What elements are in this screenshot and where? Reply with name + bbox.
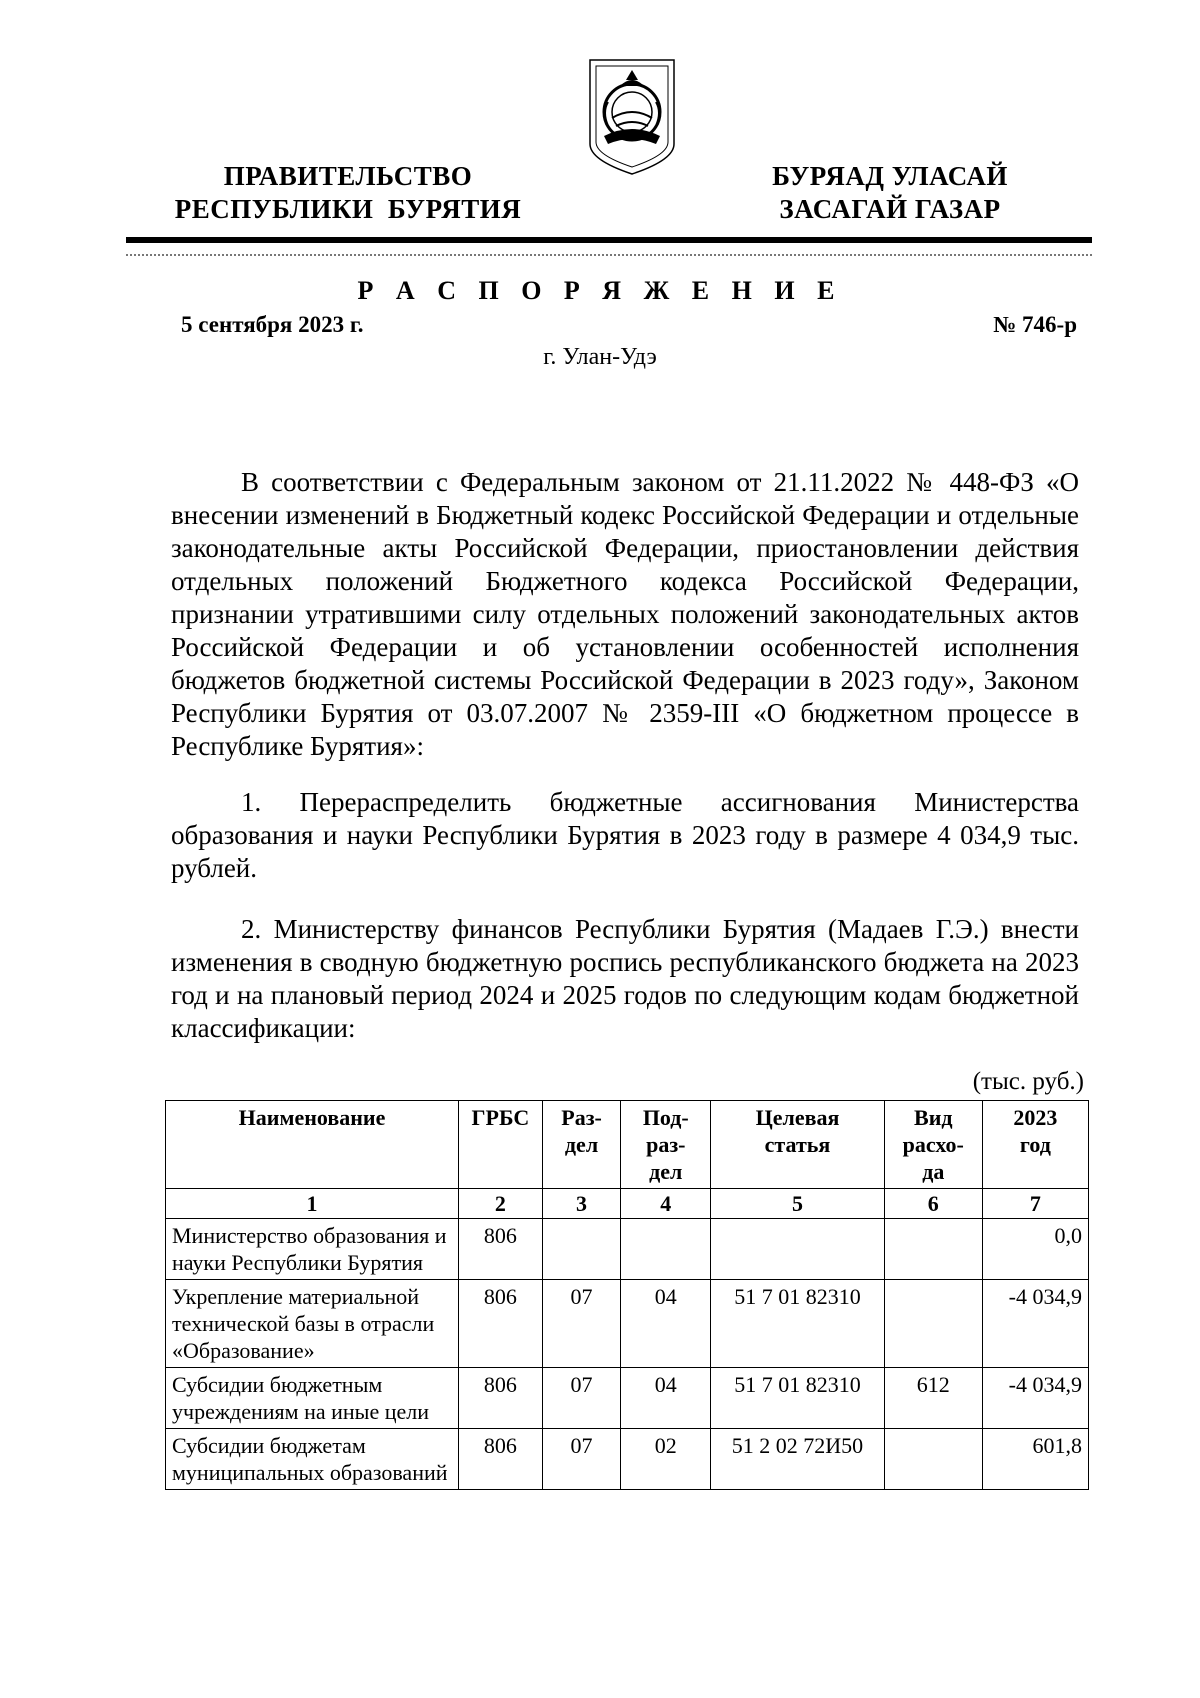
table-row [166, 1219, 1089, 1280]
header-left-line1: ПРАВИТЕЛЬСТВО [223, 161, 473, 191]
cell-razdel: 07 [542, 1368, 621, 1429]
paragraph-item-2-text: 2. Министерству финансов Республики Бурятия (Мадаев Г.Э.) внести изменения в сводную бюджетную роспись республиканского бюджета на 2023 год и на плановый период 2024 и 2025 годов по следующим кодам бюджетной классификации: [171, 914, 1079, 1043]
col-number: 6 [884, 1189, 982, 1219]
col-number: 7 [982, 1189, 1088, 1219]
col-number: 5 [711, 1189, 885, 1219]
paragraph-item-2 [171, 913, 1079, 1045]
col-number: 4 [621, 1189, 711, 1219]
coat-of-arms-icon [586, 56, 678, 178]
document-city: г. Улан-Удэ [543, 344, 657, 370]
cell-vid [884, 1280, 982, 1368]
col-header-year: 2023 год [982, 1101, 1088, 1189]
cell-vid [884, 1429, 982, 1490]
table-row [166, 1429, 1089, 1490]
cell-podrazdel: 04 [621, 1368, 711, 1429]
cell-podrazdel: 04 [621, 1280, 711, 1368]
cell-razdel [542, 1219, 621, 1280]
cell-grbs: 806 [459, 1429, 543, 1490]
paragraph-preamble [171, 466, 1079, 763]
header-divider-dotted [126, 254, 1092, 256]
document-date: 5 сентября 2023 г. [181, 312, 364, 337]
document-title: Р А С П О Р Я Ж Е Н И Е [357, 276, 843, 305]
cell-name: Субсидии бюджетам муниципальных образований [166, 1429, 459, 1490]
col-header-target: Целевая статья [711, 1101, 885, 1189]
cell-razdel: 07 [542, 1280, 621, 1368]
cell-amount: 601,8 [982, 1429, 1088, 1490]
header-left [168, 160, 528, 226]
table-row [166, 1368, 1089, 1429]
table-header-row [166, 1101, 1089, 1189]
table-row [166, 1280, 1089, 1368]
col-header-podrazdel: Под- раз- дел [621, 1101, 711, 1189]
cell-name: Укрепление материальной технической базы в отрасли «Образование» [166, 1280, 459, 1368]
budget-table [165, 1100, 1089, 1490]
cell-target: 51 7 01 82310 [711, 1280, 885, 1368]
header-right [760, 160, 1020, 226]
cell-vid [884, 1219, 982, 1280]
col-number: 1 [166, 1189, 459, 1219]
cell-vid: 612 [884, 1368, 982, 1429]
cell-amount: -4 034,9 [982, 1280, 1088, 1368]
cell-name: Министерство образования и науки Республики Бурятия [166, 1219, 459, 1280]
cell-grbs: 806 [459, 1368, 543, 1429]
col-header-grbs: ГРБС [459, 1101, 543, 1189]
header-right-line1: БУРЯАД УЛАСАЙ [772, 161, 1008, 191]
paragraph-preamble-text: В соответствии с Федеральным законом от 21.11.2022 № 448-ФЗ «О внесении изменений в Бюджетный кодекс Российской Федерации и отдельные законодательные акты Российской Федерации, приостановлении действия отдельных положений Бюджетного кодекса Российской Федерации, признании утратившими силу отдельных положений законодательных актов Российской Федерации и об установлении особенностей исполнения бюджетов бюджетной системы Российской Федерации в 2023 году», Законом Республики Бурятия от 03.07.2007 № 2359-III «О бюджетном процессе в Республике Бурятия»: [171, 467, 1079, 761]
col-header-razdel: Раз- дел [542, 1101, 621, 1189]
col-header-vid: Вид расхо- да [884, 1101, 982, 1189]
table-units: (тыс. руб.) [972, 1068, 1084, 1095]
cell-razdel: 07 [542, 1429, 621, 1490]
cell-name: Субсидии бюджетным учреждениям на иные цели [166, 1368, 459, 1429]
cell-target: 51 7 01 82310 [711, 1368, 885, 1429]
col-header-name: Наименование [166, 1101, 459, 1189]
cell-podrazdel [621, 1219, 711, 1280]
col-number: 2 [459, 1189, 543, 1219]
col-number: 3 [542, 1189, 621, 1219]
header-right-line2: ЗАСАГАЙ ГАЗАР [779, 194, 1001, 224]
cell-target [711, 1219, 885, 1280]
cell-grbs: 806 [459, 1219, 543, 1280]
document-number: № 746-р [993, 312, 1077, 337]
cell-amount: 0,0 [982, 1219, 1088, 1280]
header-left-line2: РЕСПУБЛИКИ БУРЯТИЯ [174, 194, 522, 224]
header-divider-thick [126, 237, 1092, 243]
paragraph-item-1 [171, 786, 1079, 885]
cell-amount: -4 034,9 [982, 1368, 1088, 1429]
cell-podrazdel: 02 [621, 1429, 711, 1490]
cell-target: 51 2 02 72И50 [711, 1429, 885, 1490]
table-column-numbers-row [166, 1189, 1089, 1219]
cell-grbs: 806 [459, 1280, 543, 1368]
paragraph-item-1-text: 1. Перераспределить бюджетные ассигнования Министерства образования и науки Республики Бурятия в 2023 году в размере 4 034,9 тыс. рублей. [171, 787, 1079, 883]
